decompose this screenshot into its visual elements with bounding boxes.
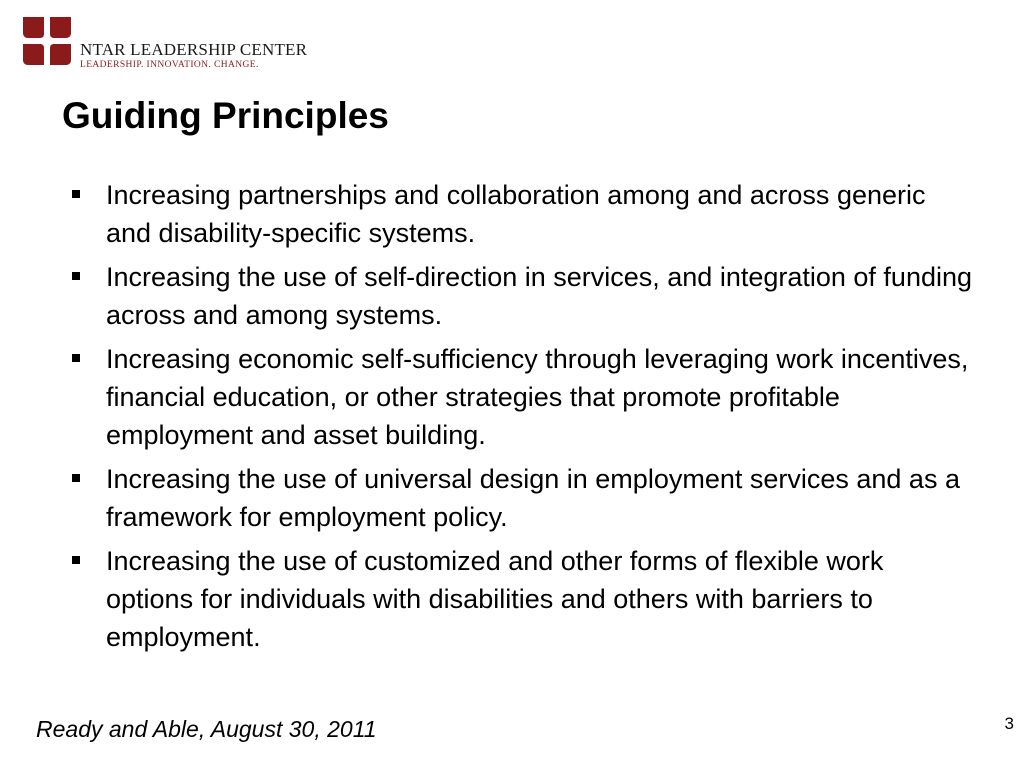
footer-text: Ready and Able, August 30, 2011 xyxy=(36,716,377,742)
square-bullet-icon xyxy=(72,556,80,564)
organization-logo xyxy=(20,14,308,72)
bullet-text: Increasing the use of universal design in employment services and as a framework for employment policy. xyxy=(106,464,960,532)
bullet-list xyxy=(72,176,972,662)
square-bullet-icon xyxy=(72,190,80,198)
leaf-logo-icon xyxy=(20,14,74,68)
page-number: 3 xyxy=(1004,714,1014,733)
bullet-text: Increasing economic self-sufficiency through leveraging work incentives, financial education, or other strategies that promote profitable employment and asset building. xyxy=(106,344,969,450)
bullet-item xyxy=(72,258,972,334)
bullet-item xyxy=(72,340,972,454)
organization-name: NTAR LEADERSHIP CENTER xyxy=(80,40,308,59)
square-bullet-icon xyxy=(72,474,80,482)
bullet-item xyxy=(72,460,972,536)
organization-tagline: LEADERSHIP. INNOVATION. CHANGE. xyxy=(80,60,259,70)
bullet-text: Increasing the use of self-direction in services, and integration of funding across and among systems. xyxy=(106,262,973,330)
bullet-text: Increasing partnerships and collaboration among and across generic and disability-specific systems. xyxy=(106,180,926,248)
slide-title: Guiding Principles xyxy=(62,95,389,136)
bullet-item xyxy=(72,542,972,656)
square-bullet-icon xyxy=(72,272,80,280)
bullet-text: Increasing the use of customized and other forms of flexible work options for individuals with disabilities and others with barriers to employment. xyxy=(106,546,884,652)
square-bullet-icon xyxy=(72,354,80,362)
bullet-item xyxy=(72,176,972,252)
